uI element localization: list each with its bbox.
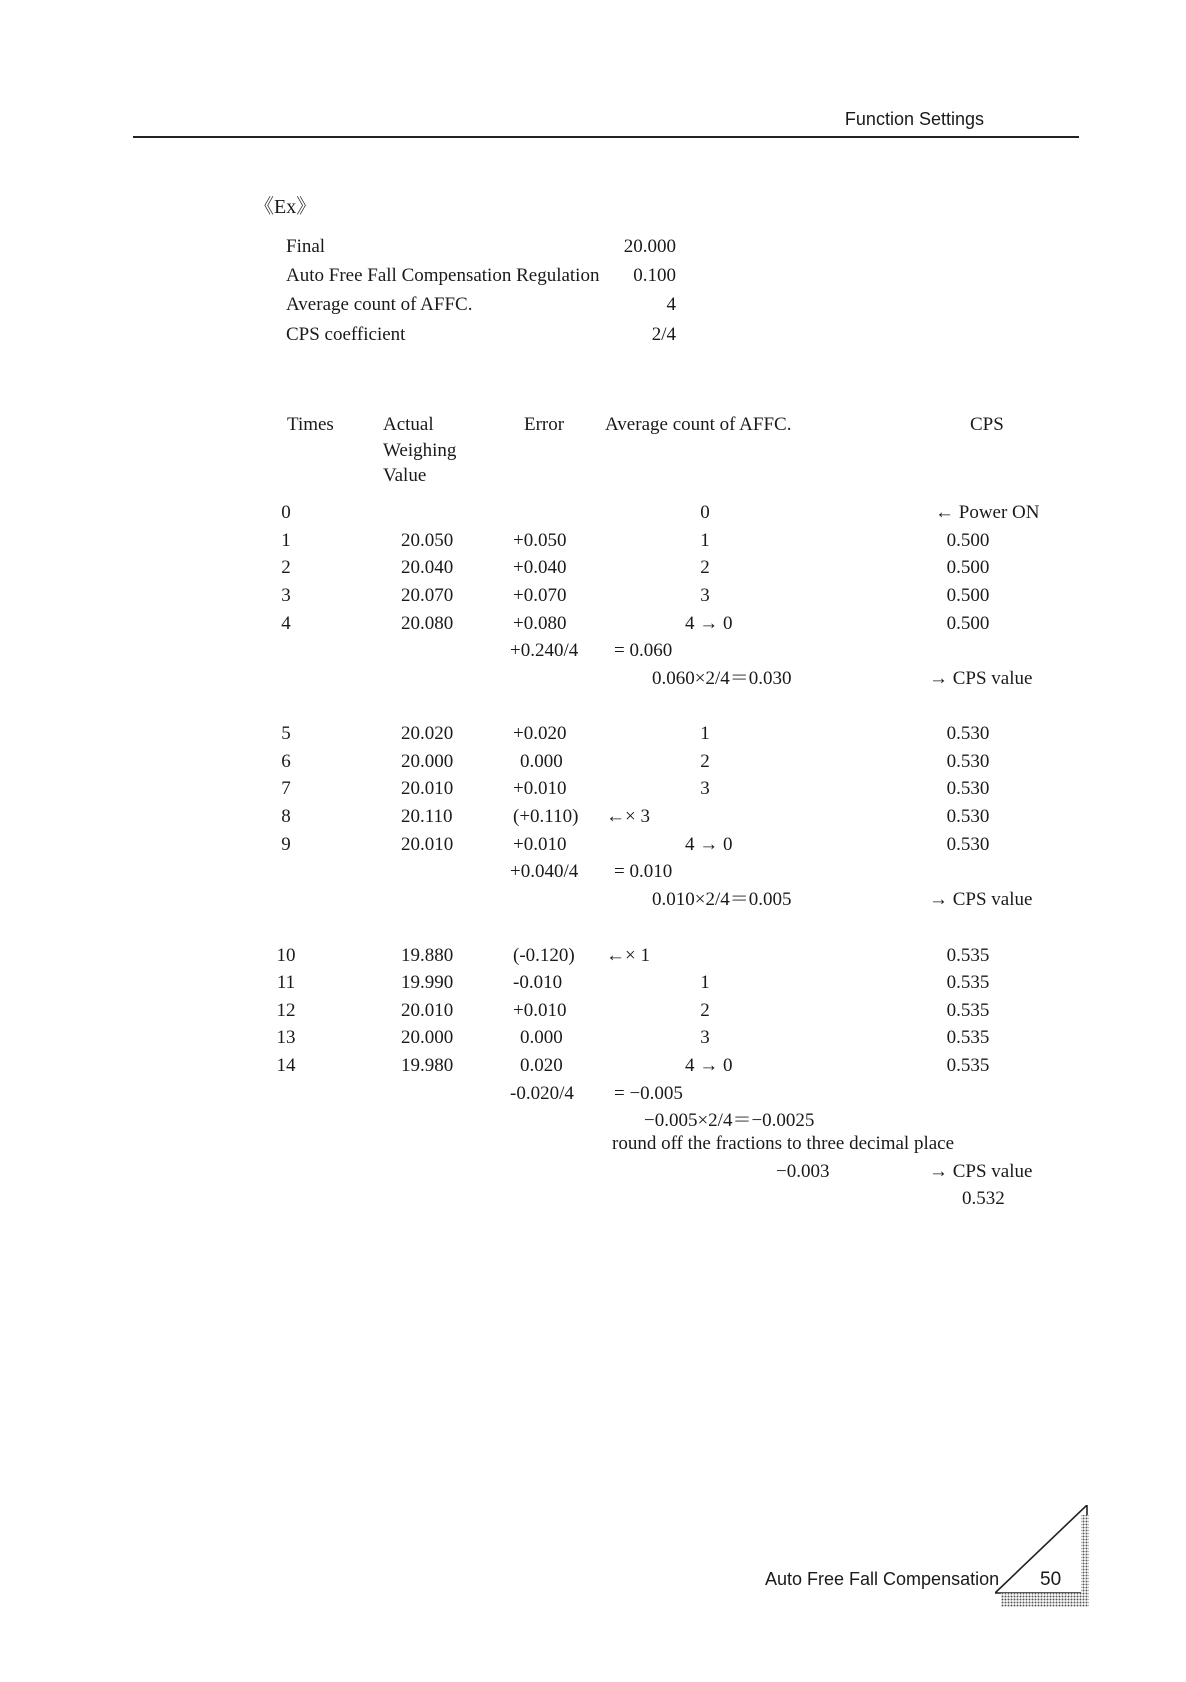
cell-weighing-value: 19.990	[401, 972, 454, 993]
cell-affc: 3	[700, 585, 710, 606]
cell-cps: 0.535	[946, 972, 990, 993]
cell-weighing-value: 20.050	[401, 530, 454, 551]
cell-error: 0.000	[520, 1027, 563, 1048]
cell-weighing-value: 20.040	[401, 557, 454, 578]
example-label: 《Ex》	[254, 196, 317, 218]
cell-cps: 0.500	[946, 530, 990, 551]
cell-cps: 0.500	[946, 585, 990, 606]
cell-affc: 1	[700, 972, 710, 993]
cell-cps: 0.535	[946, 945, 990, 966]
final-cps-label: → CPS value	[929, 1161, 1033, 1182]
cell-error: +0.080	[513, 613, 567, 634]
cell-affc: 3	[700, 778, 710, 799]
cell-cps: 0.535	[946, 1055, 990, 1076]
cell-affc: 1	[700, 530, 710, 551]
cell-weighing-value: 20.000	[401, 751, 454, 772]
cell-affc: 2	[700, 1000, 710, 1021]
cell-times: 1	[281, 530, 291, 551]
cell-affc: 0.010×2/4＝0.005	[652, 889, 792, 910]
cell-error: +0.010	[513, 778, 567, 799]
cell-affc: ←× 3	[606, 806, 650, 827]
cell-affc: 0.060×2/4＝0.030	[652, 668, 792, 689]
cell-cps: 0.535	[946, 1027, 990, 1048]
cell-times: 3	[281, 585, 291, 606]
cell-error: -0.020/4	[510, 1083, 574, 1104]
cell-times: 13	[276, 1027, 296, 1048]
header-weighing-line2: Weighing	[383, 440, 457, 461]
param-label: Average count of AFFC.	[286, 294, 473, 315]
cell-weighing-value: 19.980	[401, 1055, 454, 1076]
cell-times: 0	[281, 502, 291, 523]
cell-times: 8	[281, 806, 291, 827]
header-rule	[133, 136, 1079, 138]
cell-weighing-value: 20.000	[401, 1027, 454, 1048]
cell-times: 2	[281, 557, 291, 578]
cell-error: -0.010	[513, 972, 563, 993]
param-label: CPS coefficient	[286, 324, 406, 345]
cell-weighing-value: 20.010	[401, 1000, 454, 1021]
cell-error: 0.020	[520, 1055, 563, 1076]
header-times: Times	[287, 414, 334, 435]
header-affc: Average count of AFFC.	[605, 414, 792, 435]
cell-error: +0.050	[513, 530, 567, 551]
cell-cps: 0.535	[946, 1000, 990, 1021]
cell-error: +0.240/4	[510, 640, 579, 661]
header-weighing-line1: Actual	[383, 414, 434, 435]
cell-cps: 0.530	[946, 751, 990, 772]
param-value: 0.100	[633, 265, 676, 286]
cell-weighing-value: 20.070	[401, 585, 454, 606]
param-label: Auto Free Fall Compensation Regulation	[286, 265, 600, 286]
cell-error: +0.010	[513, 1000, 567, 1021]
cell-times: 9	[281, 834, 291, 855]
cell-error: +0.040	[513, 557, 567, 578]
cell-times: 6	[281, 751, 291, 772]
cell-weighing-value: 20.010	[401, 778, 454, 799]
cell-cps: → CPS value	[929, 668, 1033, 689]
rounding-note: round off the fractions to three decimal place	[612, 1133, 955, 1154]
cell-weighing-value: 20.010	[401, 834, 454, 855]
param-value: 2/4	[651, 324, 676, 345]
cell-affc: 4 → 0	[685, 613, 733, 634]
cell-cps: 0.530	[946, 806, 990, 827]
cell-affc: 2	[700, 557, 710, 578]
cell-times: 4	[281, 613, 291, 634]
cell-error: 0.000	[520, 751, 563, 772]
header-error: Error	[524, 414, 565, 435]
cell-weighing-value: 20.080	[401, 613, 454, 634]
param-value: 4	[666, 294, 676, 315]
cell-weighing-value: 20.020	[401, 723, 454, 744]
footer-section-title: Auto Free Fall Compensation	[765, 1569, 1000, 1589]
final-cps-value: 0.532	[962, 1188, 1005, 1209]
cell-error: (-0.120)	[513, 945, 575, 966]
header-cps: CPS	[970, 414, 1004, 435]
cell-cps: → CPS value	[929, 889, 1033, 910]
cell-affc: −0.005×2/4＝−0.0025	[644, 1110, 815, 1131]
cell-cps: ← Power ON	[935, 502, 1040, 523]
cell-times: 12	[276, 1000, 296, 1021]
cell-weighing-value: 19.880	[401, 945, 454, 966]
page-number: 50	[1040, 1569, 1062, 1590]
cell-error: +0.010	[513, 834, 567, 855]
cell-times: 14	[276, 1055, 296, 1076]
cell-affc: = −0.005	[614, 1083, 683, 1104]
cell-error: +0.070	[513, 585, 567, 606]
cell-times: 11	[276, 972, 296, 993]
cell-affc: 3	[700, 1027, 710, 1048]
header-title: Function Settings	[844, 109, 984, 129]
cell-weighing-value: 20.110	[401, 806, 453, 827]
header-weighing-line3: Value	[383, 465, 427, 486]
param-label: Final	[286, 236, 326, 257]
cell-error: +0.020	[513, 723, 567, 744]
cell-affc: 4 → 0	[685, 1055, 733, 1076]
cell-error: +0.040/4	[510, 861, 579, 882]
cell-affc: = 0.010	[614, 861, 673, 882]
cell-affc: ←× 1	[606, 945, 650, 966]
cell-cps: 0.500	[946, 557, 990, 578]
cell-error: (+0.110)	[513, 806, 579, 827]
cell-affc: 4 → 0	[685, 834, 733, 855]
cell-cps: 0.530	[946, 723, 990, 744]
cell-affc: 0	[700, 502, 710, 523]
cell-times: 7	[281, 778, 291, 799]
cell-times: 5	[281, 723, 291, 744]
cell-affc: 1	[700, 723, 710, 744]
cell-times: 10	[276, 945, 296, 966]
rounded-value: −0.003	[776, 1161, 830, 1182]
cell-affc: = 0.060	[614, 640, 673, 661]
cell-cps: 0.530	[946, 778, 990, 799]
cell-affc: 2	[700, 751, 710, 772]
param-value: 20.000	[623, 236, 676, 257]
cell-cps: 0.530	[946, 834, 990, 855]
cell-cps: 0.500	[946, 613, 990, 634]
page-corner-triangle-icon	[995, 1505, 1090, 1608]
